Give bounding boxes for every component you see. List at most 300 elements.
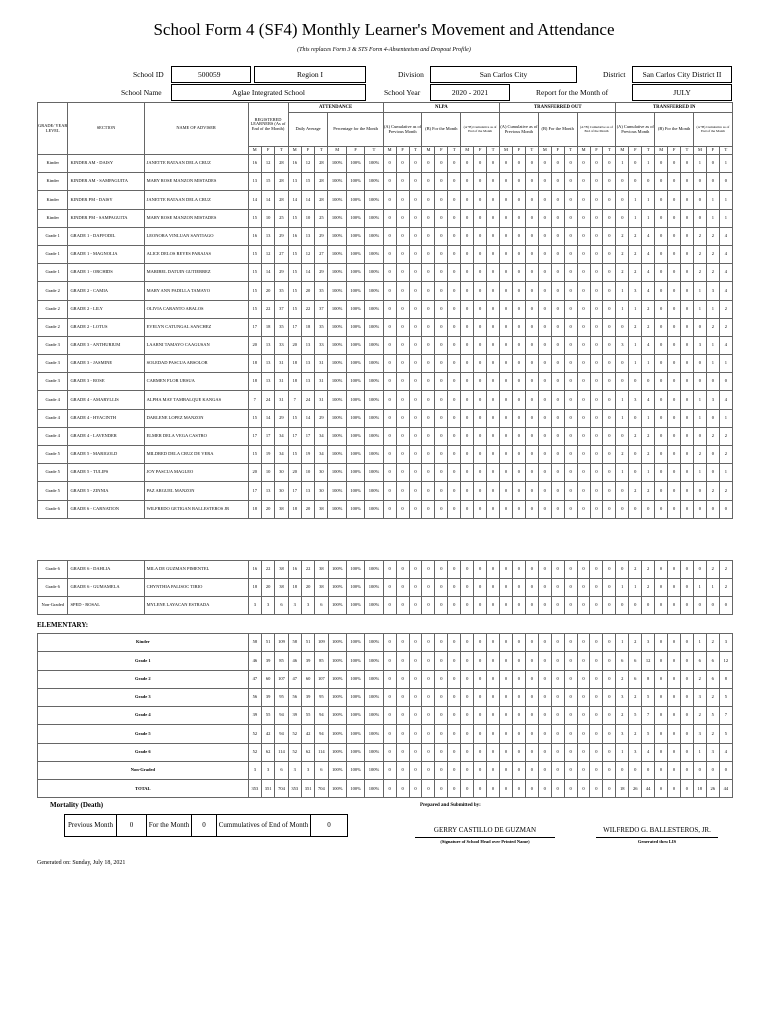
value-cell: 0 (680, 762, 693, 780)
value-cell: 0 (681, 391, 694, 409)
value-cell: 0 (512, 597, 525, 615)
col-t-header: T (448, 147, 461, 155)
value-cell: 22 (261, 561, 274, 579)
value-cell: 22 (261, 300, 274, 318)
value-cell: 0 (590, 427, 603, 445)
value-cell: 0 (538, 670, 551, 688)
value-cell: 0 (538, 464, 551, 482)
value-cell: 12 (261, 245, 274, 263)
grade-cell: Grade 4 (38, 391, 68, 409)
value-cell: 0 (603, 597, 616, 615)
value-cell: 0 (706, 464, 719, 482)
value-cell: 1 (719, 155, 732, 173)
value-cell: 1 (616, 391, 629, 409)
value-cell: 100% (365, 500, 383, 518)
value-cell: 20 (288, 336, 301, 354)
value-cell: 0 (551, 579, 564, 597)
value-cell: 0 (383, 227, 396, 245)
value-cell: 2 (629, 264, 642, 282)
value-cell: 0 (590, 482, 603, 500)
grade-cell: Grade 2 (38, 300, 68, 318)
value-cell: 100% (365, 579, 383, 597)
value-cell: 0 (487, 762, 500, 780)
value-cell: 0 (655, 427, 668, 445)
value-cell: 0 (383, 173, 396, 191)
value-cell: 2 (642, 482, 655, 500)
value-cell: 0 (590, 500, 603, 518)
value-cell: 0 (422, 670, 435, 688)
value-cell: 28 (275, 173, 288, 191)
adviser-cell: MARY ROSE MANZON MISTADES (144, 209, 248, 227)
adviser-cell: PAZ ARGUEL MANZON (144, 482, 248, 500)
value-cell: 0 (500, 373, 513, 391)
value-cell: 0 (487, 173, 500, 191)
value-cell: 25 (275, 209, 288, 227)
value-cell: 37 (275, 300, 288, 318)
value-cell: 2 (706, 634, 719, 652)
value-cell: 0 (500, 355, 513, 373)
value-cell: 0 (668, 245, 681, 263)
value-cell: 0 (474, 336, 487, 354)
value-cell: 3 (616, 688, 629, 706)
value-cell: 0 (680, 707, 693, 725)
mortality-month-value: 0 (192, 815, 217, 837)
value-cell: 1 (629, 355, 642, 373)
value-cell: 0 (629, 373, 642, 391)
value-cell: 0 (512, 245, 525, 263)
value-cell: 0 (668, 500, 681, 518)
value-cell: 0 (474, 282, 487, 300)
value-cell: 2 (706, 482, 719, 500)
value-cell: 18 (248, 579, 261, 597)
section-cell: GRADE 2 - CAMIA (68, 282, 144, 300)
value-cell: 2 (629, 482, 642, 500)
value-cell: 0 (577, 743, 590, 761)
value-cell: 18 (288, 500, 301, 518)
value-cell: 18 (248, 500, 261, 518)
value-cell: 100% (328, 707, 346, 725)
col-m-header: M (655, 147, 668, 155)
value-cell: 0 (500, 427, 513, 445)
value-cell: 0 (680, 743, 693, 761)
value-cell: 100% (365, 780, 383, 798)
value-cell: 100% (365, 762, 383, 780)
value-cell: 0 (383, 209, 396, 227)
value-cell: 0 (655, 282, 668, 300)
value-cell: 0 (409, 227, 422, 245)
value-cell: 0 (706, 762, 719, 780)
value-cell: 0 (564, 579, 577, 597)
value-cell: 0 (435, 725, 448, 743)
value-cell: 0 (461, 725, 474, 743)
value-cell: 0 (525, 300, 538, 318)
school-head-caption: (Signature of School Head over Printed Name) (440, 839, 530, 844)
col-m-header: M (422, 147, 435, 155)
value-cell: 0 (474, 227, 487, 245)
value-cell: 3 (248, 597, 261, 615)
value-cell: 0 (668, 336, 681, 354)
value-cell: 18 (261, 318, 274, 336)
value-cell: 27 (315, 245, 328, 263)
value-cell: 0 (564, 561, 577, 579)
col-registered: REGISTERED LEARNERS (As of End of the Month) (248, 103, 288, 147)
table-row (38, 427, 733, 445)
value-cell: 4 (642, 282, 655, 300)
value-cell: 0 (525, 373, 538, 391)
value-cell: 0 (422, 427, 435, 445)
value-cell: 0 (668, 318, 681, 336)
value-cell: 100% (346, 409, 364, 427)
col-f-header: F (551, 147, 564, 155)
value-cell: 10 (301, 464, 314, 482)
value-cell: 0 (577, 391, 590, 409)
value-cell: 0 (396, 688, 409, 706)
form-subtitle: (This replaces Form 3 & STS Form 4-Absenteeism and Dropout Profile) (297, 47, 471, 53)
value-cell: 6 (275, 597, 288, 615)
value-cell: 85 (275, 652, 288, 670)
value-cell: 0 (435, 780, 448, 798)
value-cell: 0 (396, 264, 409, 282)
value-cell: 2 (629, 688, 642, 706)
summary-row (38, 743, 733, 761)
col-f-header: F (435, 147, 448, 155)
grade-cell: Grade 4 (38, 409, 68, 427)
value-cell: 100% (328, 500, 346, 518)
value-cell: 0 (577, 409, 590, 427)
col-m-header: M (383, 147, 396, 155)
value-cell: 33 (275, 336, 288, 354)
value-cell: 0 (409, 743, 422, 761)
col-nlpa: NLPA (383, 103, 499, 113)
value-cell: 0 (396, 336, 409, 354)
value-cell: 0 (668, 670, 681, 688)
value-cell: 0 (396, 373, 409, 391)
col-adviser: NAME OF ADVISER (144, 103, 248, 155)
value-cell: 39 (301, 652, 314, 670)
value-cell: 0 (448, 579, 461, 597)
value-cell: 0 (668, 391, 681, 409)
value-cell: 0 (422, 355, 435, 373)
value-cell: 0 (590, 409, 603, 427)
value-cell: 100% (365, 191, 383, 209)
value-cell: 0 (500, 318, 513, 336)
value-cell: 100% (328, 209, 346, 227)
summary-row (38, 634, 733, 652)
school-id-box: 500059 (171, 66, 251, 83)
value-cell: 27 (275, 245, 288, 263)
value-cell: 0 (706, 500, 719, 518)
value-cell: 0 (655, 373, 668, 391)
value-cell: 0 (629, 762, 642, 780)
table-row (38, 209, 733, 227)
value-cell: 0 (512, 561, 525, 579)
value-cell: 0 (538, 191, 551, 209)
value-cell: 0 (551, 209, 564, 227)
value-cell: 0 (487, 652, 500, 670)
summary-row (38, 707, 733, 725)
value-cell: 0 (474, 634, 487, 652)
value-cell: 0 (538, 227, 551, 245)
value-cell: 19 (261, 446, 274, 464)
value-cell: 0 (409, 670, 422, 688)
value-cell: 0 (461, 500, 474, 518)
section-cell: GRADE 4 - LAVENDER (68, 427, 144, 445)
value-cell: 18 (288, 579, 301, 597)
value-cell: 0 (487, 743, 500, 761)
value-cell: 0 (422, 245, 435, 263)
value-cell: 0 (564, 634, 577, 652)
value-cell: 100% (346, 652, 364, 670)
value-cell: 0 (435, 173, 448, 191)
value-cell: 0 (538, 300, 551, 318)
value-cell: 0 (706, 173, 719, 191)
value-cell: 1 (693, 579, 706, 597)
value-cell: 1 (629, 300, 642, 318)
value-cell: 0 (551, 227, 564, 245)
value-cell: 2 (693, 245, 706, 263)
summary-row (38, 725, 733, 743)
grade-cell: Non-Graded (38, 597, 68, 615)
value-cell: 0 (422, 300, 435, 318)
col-m-header: M (500, 147, 513, 155)
section-cell: GRADE 3 - ANTHURIUM (68, 336, 144, 354)
value-cell: 35 (275, 318, 288, 336)
value-cell: 1 (706, 209, 719, 227)
value-cell: 0 (616, 318, 629, 336)
value-cell: 0 (525, 464, 538, 482)
value-cell: 52 (288, 725, 301, 743)
value-cell: 0 (512, 762, 525, 780)
value-cell: 0 (538, 561, 551, 579)
grade-cell: Grade 5 (38, 482, 68, 500)
value-cell: 351 (261, 780, 274, 798)
value-cell: 0 (500, 762, 513, 780)
value-cell: 0 (487, 409, 500, 427)
value-cell: 0 (693, 762, 706, 780)
value-cell: 0 (603, 173, 616, 191)
value-cell: 100% (328, 245, 346, 263)
value-cell: 15 (288, 300, 301, 318)
value-cell: 4 (642, 336, 655, 354)
value-cell: 0 (693, 191, 706, 209)
adviser-cell: JOY PASCUA MAGLEO (144, 464, 248, 482)
value-cell: 2 (706, 688, 719, 706)
value-cell: 20 (248, 336, 261, 354)
value-cell: 0 (409, 191, 422, 209)
value-cell: 17 (288, 318, 301, 336)
value-cell: 8 (719, 670, 732, 688)
col-t-header: T (642, 147, 655, 155)
value-cell: 31 (275, 391, 288, 409)
value-cell: 0 (616, 191, 629, 209)
value-cell: 94 (315, 725, 328, 743)
value-cell: 0 (512, 652, 525, 670)
col-nlpa-cum-prev: (A) Cumulative as of Previous Month (383, 113, 422, 147)
value-cell: 3 (288, 762, 301, 780)
value-cell: 0 (551, 707, 564, 725)
table-row (38, 464, 733, 482)
value-cell: 0 (500, 264, 513, 282)
value-cell: 100% (346, 391, 364, 409)
value-cell: 100% (328, 743, 346, 761)
value-cell: 0 (706, 155, 719, 173)
value-cell: 0 (383, 743, 396, 761)
value-cell: 29 (315, 264, 328, 282)
value-cell: 0 (551, 155, 564, 173)
value-cell: 0 (512, 282, 525, 300)
value-cell: 0 (655, 300, 668, 318)
value-cell: 0 (396, 725, 409, 743)
adviser-cell: MILDRED DELA CRUZ DE VERA (144, 446, 248, 464)
value-cell: 3 (629, 282, 642, 300)
value-cell: 0 (461, 743, 474, 761)
value-cell: 16 (248, 561, 261, 579)
value-cell: 0 (590, 155, 603, 173)
value-cell: 0 (668, 561, 681, 579)
value-cell: 0 (448, 464, 461, 482)
value-cell: 0 (474, 318, 487, 336)
col-m-header: M (577, 147, 590, 155)
value-cell: 0 (409, 561, 422, 579)
col-tin-for-month: (B) For the Month (655, 113, 694, 147)
value-cell: 0 (590, 561, 603, 579)
district-box: San Carlos City District II (632, 66, 732, 83)
value-cell: 0 (448, 409, 461, 427)
value-cell: 12 (261, 155, 274, 173)
value-cell: 0 (500, 300, 513, 318)
value-cell: 37 (315, 300, 328, 318)
value-cell: 100% (365, 336, 383, 354)
value-cell: 2 (706, 245, 719, 263)
value-cell: 0 (512, 634, 525, 652)
value-cell: 0 (409, 446, 422, 464)
value-cell: 0 (435, 688, 448, 706)
value-cell: 0 (616, 561, 629, 579)
value-cell: 100% (365, 652, 383, 670)
value-cell: 100% (346, 245, 364, 263)
value-cell: 3 (719, 634, 732, 652)
value-cell: 0 (500, 500, 513, 518)
value-cell: 0 (474, 597, 487, 615)
value-cell: 2 (642, 318, 655, 336)
value-cell: 0 (422, 227, 435, 245)
value-cell: 0 (655, 209, 668, 227)
value-cell: 0 (500, 227, 513, 245)
value-cell: 0 (500, 780, 513, 798)
value-cell: 0 (642, 597, 655, 615)
value-cell: 0 (435, 464, 448, 482)
value-cell: 12 (642, 652, 655, 670)
value-cell: 0 (551, 391, 564, 409)
value-cell: 0 (474, 391, 487, 409)
value-cell: 0 (603, 409, 616, 427)
value-cell: 0 (500, 209, 513, 227)
value-cell: 0 (461, 155, 474, 173)
value-cell: 2 (629, 245, 642, 263)
value-cell: 0 (706, 446, 719, 464)
section-cell: GRADE 4 - AMARYLLIS (68, 391, 144, 409)
value-cell: 100% (328, 725, 346, 743)
value-cell: 0 (680, 561, 693, 579)
value-cell: 33 (315, 336, 328, 354)
value-cell: 0 (655, 409, 668, 427)
value-cell: 0 (668, 373, 681, 391)
value-cell: 6 (629, 670, 642, 688)
value-cell: 0 (629, 500, 642, 518)
value-cell: 0 (525, 427, 538, 445)
lis-name: WILFREDO G. BALLESTEROS, JR. (603, 826, 711, 834)
value-cell: 1 (616, 464, 629, 482)
col-percentage: Percentage for the Month (328, 113, 383, 147)
value-cell: 0 (500, 446, 513, 464)
value-cell: 1 (642, 355, 655, 373)
value-cell: 3 (248, 762, 261, 780)
value-cell: 704 (275, 780, 288, 798)
summary-row (38, 652, 733, 670)
value-cell: 0 (603, 355, 616, 373)
table-row (38, 446, 733, 464)
value-cell: 6 (315, 762, 328, 780)
value-cell: 0 (642, 373, 655, 391)
col-nlpa-for-month: (B) For the Month (422, 113, 461, 147)
value-cell: 2 (642, 427, 655, 445)
value-cell: 0 (448, 245, 461, 263)
value-cell: 0 (500, 464, 513, 482)
value-cell: 0 (681, 227, 694, 245)
value-cell: 26 (706, 780, 719, 798)
value-cell: 0 (435, 227, 448, 245)
value-cell: 0 (512, 336, 525, 354)
value-cell: 0 (551, 780, 564, 798)
value-cell: 0 (655, 743, 668, 761)
value-cell: 100% (346, 427, 364, 445)
value-cell: 0 (409, 373, 422, 391)
learner-movement-table (37, 102, 733, 519)
adviser-cell: MYLENE LAYACAN ESTRADA (144, 597, 248, 615)
value-cell: 0 (603, 427, 616, 445)
adviser-cell: ALPHA MAY TAMBALQUE KANGAS (144, 391, 248, 409)
value-cell: 0 (448, 300, 461, 318)
value-cell: 0 (383, 464, 396, 482)
value-cell: 2 (719, 318, 732, 336)
value-cell: 100% (328, 780, 346, 798)
value-cell: 0 (693, 173, 706, 191)
value-cell: 0 (525, 652, 538, 670)
value-cell: 46 (288, 652, 301, 670)
value-cell: 0 (512, 373, 525, 391)
value-cell: 0 (525, 245, 538, 263)
value-cell: 52 (288, 743, 301, 761)
value-cell: 0 (383, 652, 396, 670)
generated-on: Generated on: Sunday, July 18, 2021 (37, 860, 126, 866)
value-cell: 100% (365, 282, 383, 300)
grade-cell: Grade 1 (38, 227, 68, 245)
col-t-header: T (315, 147, 328, 155)
value-cell: 0 (525, 336, 538, 354)
value-cell: 4 (719, 391, 732, 409)
value-cell: 20 (261, 579, 274, 597)
value-cell: 13 (301, 355, 314, 373)
value-cell: 38 (275, 500, 288, 518)
value-cell: 0 (487, 597, 500, 615)
value-cell: 0 (668, 209, 681, 227)
col-f-header: F (474, 147, 487, 155)
value-cell: 0 (577, 464, 590, 482)
value-cell: 0 (396, 300, 409, 318)
col-t-header: T (525, 147, 538, 155)
value-cell: 0 (603, 670, 616, 688)
value-cell: 3 (629, 391, 642, 409)
